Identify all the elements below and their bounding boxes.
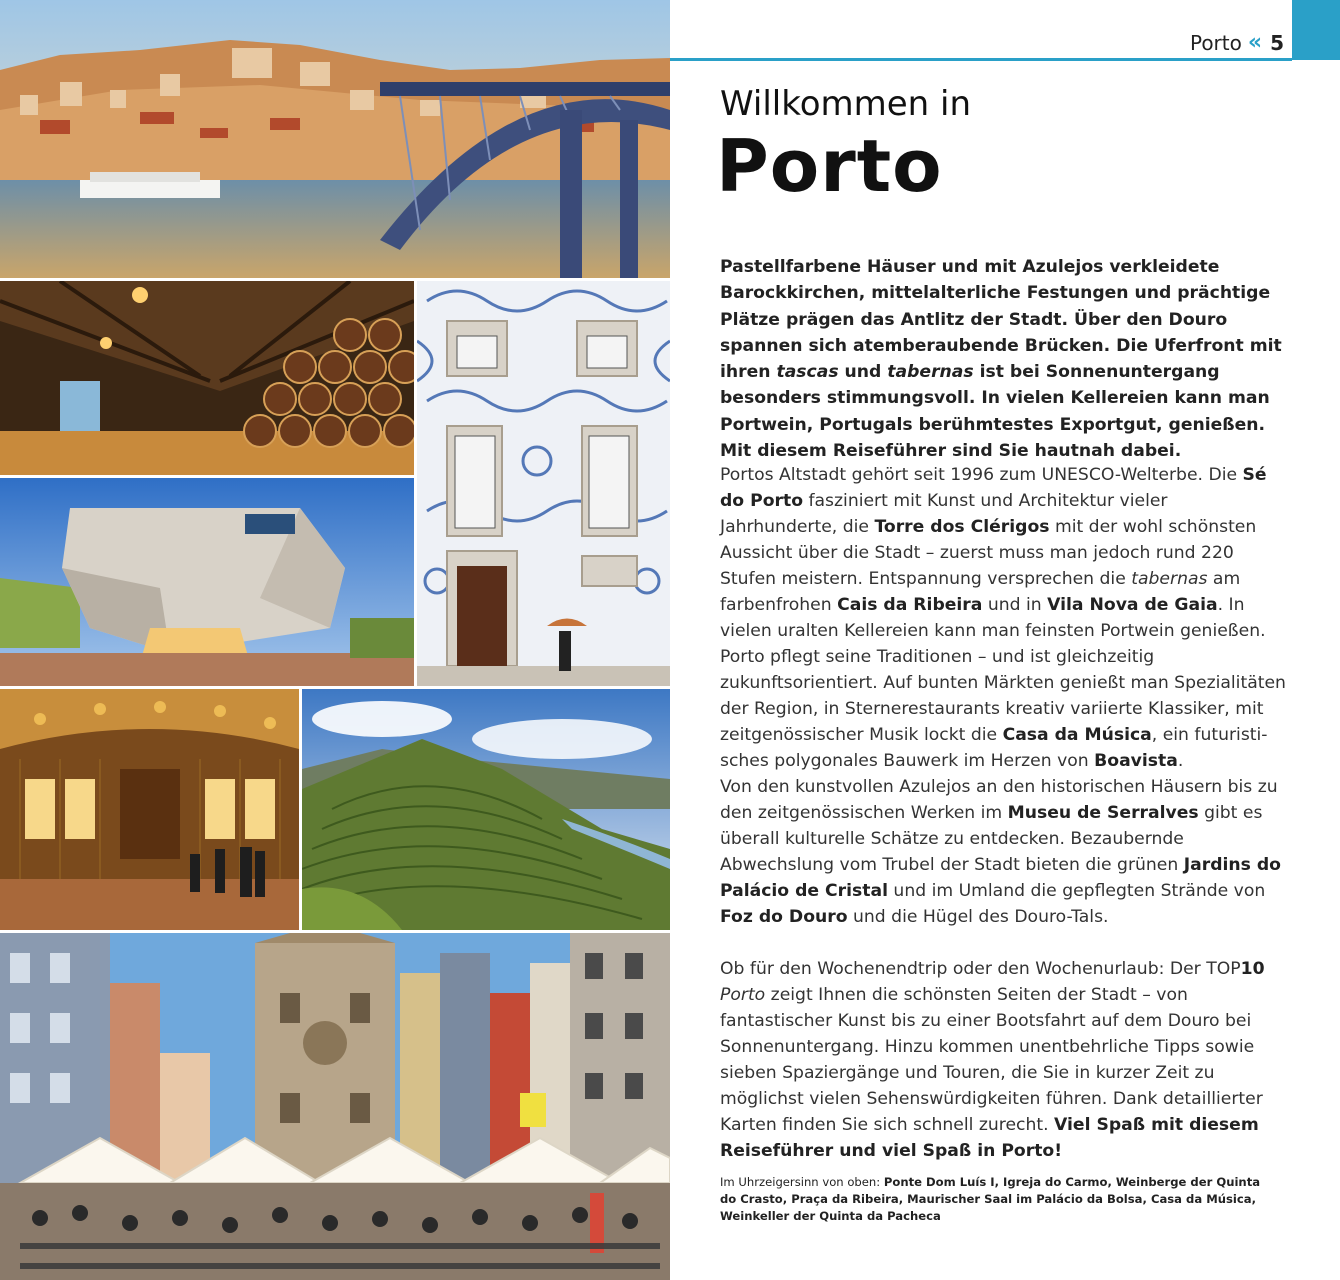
photo-weinberge-quinta-do-crasto [302,689,670,930]
chevron-left-icon: « [1247,30,1259,55]
text-run: und in [982,595,1048,615]
photo-casa-da-musica [0,478,414,686]
bold-run: Ponte Dom Luís I, Igreja do Carmo, Weinberge der Quinta do Crasto, Praça da Ribeira, Maurischer Saal im Palácio da Bolsa, Casa da Música, Weinkeller der Quinta da Pacheca [720,1175,1261,1223]
text-run: . [1177,751,1184,771]
italic-run: tabernas [1131,569,1208,589]
bold-run: Museu de Serralves [1007,803,1199,823]
page-title: Porto [716,124,943,208]
bold-run: Jardins do Palácio de Cristal [720,855,1281,901]
italic-run: tabernas [887,362,974,383]
text-run: am farbenfrohen [720,569,1241,615]
bold-run: 10 [1240,959,1265,979]
bold-run: Casa da Música [1002,725,1152,745]
text-run: , ein futuristisches polygonales Bauwerk im Herzen von [720,725,1268,771]
text-run: fasziniert mit Kunst und Architektur vieler Jahrhunderte, die [720,491,1168,537]
bold-run: Boavista [1094,751,1178,771]
text-run: Pastellfarbene Häuser und mit Azulejos verkleidete Barockkirchen, mittelalterliche Festungen und prächtige Plätze prägen das Antlitz der Stadt. Über den Douro spannen sich atemberaubende Brücken. Die Uferfront mit ihren [720,257,1282,383]
bold-run: Sé do Porto [720,465,1267,511]
text-run: gibt es überall kulturelle Schätze zu entdecken. Bezaubernde Abwechslung vom Trubel der Stadt bieten die grünen [720,803,1263,875]
italic-run: tascas [776,362,839,383]
text-run: ist bei Sonnenuntergang besonders stimmungsvoll. In vielen Kellereien kann man Portwein, Portugals berühmtestes Exportgut, genießen. Mit diesem Reiseführer sind Sie hautnah dabei. [720,362,1270,462]
body-paragraph-2 [720,774,1290,930]
text-run: Von den kunstvollen Azulejos an den historischen Häusern bis zu den zeitgenössischen Werken im [720,777,1278,823]
photo-praca-da-ribeira [0,933,670,1280]
text-run: und die Hügel des Douro-Tals. [847,907,1109,927]
bold-run: Foz do Douro [720,907,848,927]
text-run: Im Uhrzeigersinn von oben: [720,1175,884,1189]
header-rule [670,58,1292,61]
page-corner-tab [1292,0,1340,60]
section-name: Porto [1189,30,1242,55]
bold-run: Vila Nova de Gaia [1047,595,1218,615]
photo-weinkeller [0,281,414,475]
photo-igreja-do-carmo [417,281,670,686]
italic-run: Porto [720,985,766,1005]
text-run: und im Umland die gepflegten Strände von [887,881,1266,901]
text-run: . In vielen uralten Kellereien kann man feinsten Portwein genießen. Porto pflegt seine Traditionen – und ist gleichzeitig zukunftsorientiert. Auf bunten Märkten genießt man Spezialitäten der Region, in Sternerestaurants kreativ variierte Klassiker, mit zeitgenössischer Musik lockt die [720,595,1286,745]
body-paragraph-1 [720,462,1290,774]
title-prefix: Willkommen in [720,84,971,124]
text-run: mit der wohl schönsten Aussicht über die Stadt – zuerst muss man jedoch rund 220 Stufen meistern. Entspannung versprechen die [720,517,1257,589]
body-paragraph-3 [720,956,1290,1164]
text-run: Portos Altstadt gehört seit 1996 zum UNESCO-Welterbe. Die [720,465,1243,485]
intro-paragraph [720,254,1290,464]
page-number: 5 [1270,30,1284,55]
bold-run: Viel Spaß mit diesem Reiseführer und viel Spaß in Porto! [720,1115,1259,1161]
text-run: Ob für den Wochenendtrip oder den Wochenurlaub: Der TOP [720,959,1241,979]
text-run: zeigt Ihnen die schönsten Seiten der Stadt – von fantastischer Kunst bis zu einer Bootsfahrt auf dem Douro bei Sonnenuntergang. Hinzu kommen unentbehrliche Tipps sowie sieben Spaziergänge und Touren, die Sie in kurzer Zeit zu möglichst vielen Sehenswürdigkeiten führen. Dank detaillierter Karten finden Sie sich schnell zurecht. [720,985,1263,1135]
bold-run: Cais da Ribeira [837,595,983,615]
photo-ponte-dom-luis [0,0,670,278]
bold-run: Torre dos Clérigos [874,517,1050,537]
running-header [1190,30,1284,55]
photo-caption [720,1174,1280,1225]
photo-palacio-da-bolsa [0,689,299,930]
text-run: und [838,362,888,383]
